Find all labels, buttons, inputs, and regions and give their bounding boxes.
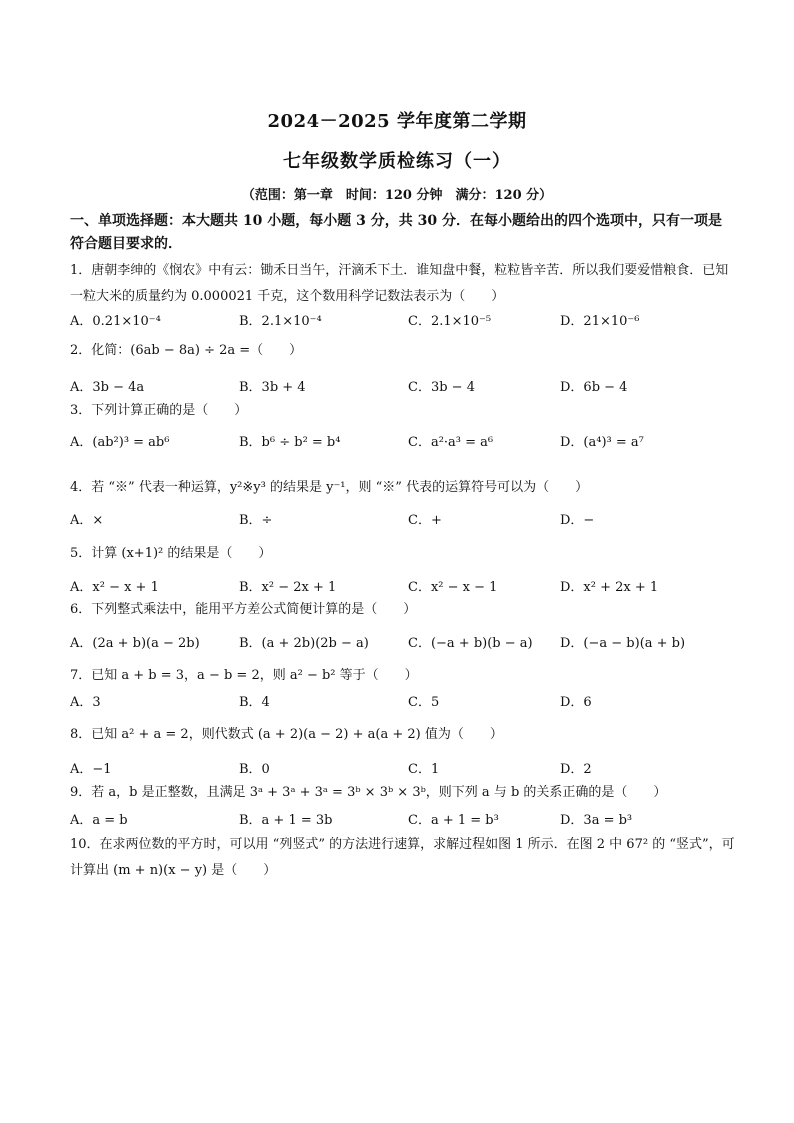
exam-subtitle: 七年级数学质检练习（一） — [283, 151, 511, 172]
question-4-stem: 4．若 “※” 代表一种运算，y²※y³ 的结果是 y⁻¹，则 “※” 代表的运算符号可以为（ ） — [70, 480, 589, 495]
option-c: C．1 — [408, 762, 440, 777]
question-1-stem: 1．唐朝李绅的《悯农》中有云：锄禾日当午，汗滴禾下土．谁知盘中餐，粒粒皆辛苦．所以我们要爱惜粮食．已知一粒大米的质量约为 0.000021 千克，这个数用科学记数法表示为（ ） — [70, 263, 729, 304]
option-d: D．(−a − b)(a + b) — [560, 636, 686, 651]
option-a: A．a = b — [70, 813, 128, 828]
option-c: C．2.1×10⁻⁵ — [408, 314, 492, 329]
question-6-stem: 6．下列整式乘法中，能用平方差公式简便计算的是（ ） — [70, 602, 417, 617]
question-7-options — [70, 691, 750, 713]
question-4-options — [70, 509, 750, 531]
option-a: A．(2a + b)(a − 2b) — [70, 636, 200, 651]
option-b: B．a + 1 = 3b — [239, 813, 333, 828]
option-a: A．0.21×10⁻⁴ — [70, 314, 161, 329]
option-a: A．× — [70, 513, 104, 528]
question-6-options — [70, 632, 750, 654]
option-d: D．2 — [560, 762, 592, 777]
option-a: A．3b − 4a — [70, 380, 145, 395]
question-3-options — [70, 431, 750, 453]
option-b: B．b⁶ ÷ b² = b⁴ — [239, 435, 341, 450]
option-a: A．x² − x + 1 — [70, 580, 159, 595]
option-d: D．3a = b³ — [560, 813, 633, 828]
option-d: D．6 — [560, 695, 592, 710]
option-d: D．− — [560, 513, 595, 528]
question-8-options — [70, 758, 750, 780]
question-8-stem: 8．已知 a² + a = 2，则代数式 (a + 2)(a − 2) + a(a + 2) 值为（ ） — [70, 727, 503, 742]
question-2-options — [70, 376, 750, 398]
option-d: D．6b − 4 — [560, 380, 628, 395]
section-heading: 一、单项选择题：本大题共 10 小题，每小题 3 分，共 30 分．在每小题给出的四个选项中，只有一项是符合题目要求的． — [70, 213, 722, 252]
option-b: B．÷ — [239, 513, 273, 528]
question-2-stem: 2．化简：(6ab − 8a) ÷ 2a =（ ） — [70, 343, 303, 358]
question-9-options — [70, 809, 750, 831]
question-5-stem: 5．计算 (x+1)² 的结果是（ ） — [70, 546, 272, 561]
exam-title: 2024－2025 学年度第二学期 — [267, 111, 527, 132]
question-1-options — [70, 310, 750, 332]
option-c: C．a²·a³ = a⁶ — [408, 435, 494, 450]
option-c: C．5 — [408, 695, 440, 710]
question-9-stem: 9．若 a，b 是正整数，且满足 3ᵃ + 3ᵃ + 3ᵃ = 3ᵇ × 3ᵇ × 3ᵇ，则下列 a 与 b 的关系正确的是（ ） — [70, 785, 667, 800]
exam-scope: （范围：第一章 时间：120 分钟 满分：120 分） — [241, 188, 553, 203]
option-b: B．(a + 2b)(2b − a) — [239, 636, 369, 651]
option-b: B．x² − 2x + 1 — [239, 580, 337, 595]
option-a: A．−1 — [70, 762, 112, 777]
option-a: A．(ab²)³ = ab⁶ — [70, 435, 170, 450]
option-d: D．x² + 2x + 1 — [560, 580, 659, 595]
option-a: A．3 — [70, 695, 101, 710]
question-7-stem: 7．已知 a + b = 3，a − b = 2，则 a² − b² 等于（ ） — [70, 668, 418, 683]
question-3-stem: 3．下列计算正确的是（ ） — [70, 403, 248, 418]
option-b: B．0 — [239, 762, 270, 777]
option-c: C．3b − 4 — [408, 380, 475, 395]
option-d: D．21×10⁻⁶ — [560, 314, 640, 329]
option-b: B．2.1×10⁻⁴ — [239, 314, 322, 329]
option-c: C．(−a + b)(b − a) — [408, 636, 533, 651]
option-c: C．+ — [408, 513, 442, 528]
question-5-options — [70, 576, 750, 598]
option-b: B．3b + 4 — [239, 380, 306, 395]
option-c: C．x² − x − 1 — [408, 580, 498, 595]
option-d: D．(a⁴)³ = a⁷ — [560, 435, 644, 450]
option-c: C．a + 1 = b³ — [408, 813, 499, 828]
question-10-stem: 10．在求两位数的平方时，可以用 “列竖式” 的方法进行速算，求解过程如图 1 所示．在图 2 中 67² 的 “竖式”，可计算出 (m + n)(x − y) 是（ ） — [70, 837, 735, 878]
option-b: B．4 — [239, 695, 270, 710]
